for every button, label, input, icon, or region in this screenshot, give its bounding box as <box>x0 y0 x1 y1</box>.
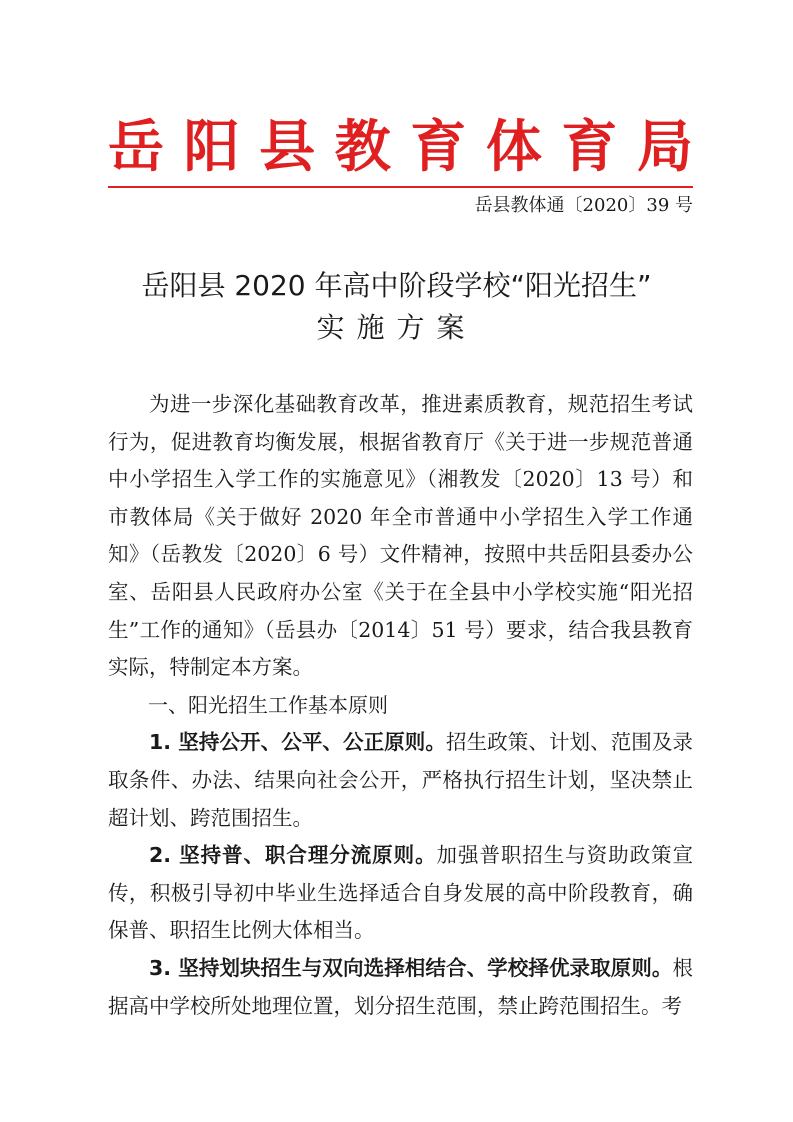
org-char: 县 <box>259 114 316 180</box>
principle-paragraph <box>108 950 693 1025</box>
principle-lead: 2. 坚持普、职合理分流原则。 <box>149 843 437 868</box>
header-divider <box>108 186 693 188</box>
document-number: 岳县教体通〔2020〕39 号 <box>474 195 693 216</box>
principle-text: 加强普职招生与资助政策宣传，积极引导初中毕业生选择适合自身发展的高中阶段教育，确保普、职招生比例大体相当。 <box>108 843 693 943</box>
principle-lead: 3. 坚持划块招生与双向选择相结合、学校择优录取原则。 <box>149 955 673 980</box>
principle-lead: 1. 坚持公开、公平、公正原则。 <box>149 730 446 755</box>
principle-paragraph <box>108 837 693 950</box>
document-body <box>108 386 693 1025</box>
org-char: 阳 <box>183 114 240 180</box>
document-title-line-1: 岳阳县 2020 年高中阶段学校“阳光招生” <box>141 269 652 302</box>
org-char: 育 <box>561 114 618 180</box>
org-char: 局 <box>636 114 693 180</box>
document-title-line-2: 实施方案 <box>316 311 477 344</box>
principle-text: 招生政策、计划、范围及录取条件、办法、结果向社会公开，严格执行招生计划，坚决禁止超计划、跨范围招生。 <box>108 730 693 830</box>
org-char: 岳 <box>108 114 164 180</box>
org-char: 教 <box>334 114 391 180</box>
principle-text: 根据高中学校所处地理位置，划分招生范围，禁止跨范围招生。考 <box>108 955 693 1018</box>
section-heading: 一、阳光招生工作基本原则 <box>148 692 388 717</box>
intro-paragraph: 为进一步深化基础教育改革，推进素质教育，规范招生考试行为，促进教育均衡发展，根据省教育厅《关于进一步规范普通中小学招生入学工作的实施意见》（湘教发〔2020〕13 号）和市教体局《关于做好 2020 年全市普通中小学招生入学工作通知》（岳教发〔2020〕6 号）文件精神，按照中共岳阳县委办公室、岳阳县人民政府办公室《关于在全县中小学校实施“阳光招生”工作的通知》（岳县办〔2014〕51 号）要求，结合我县教育实际，特制定本方案。 <box>108 392 693 680</box>
principle-paragraph <box>108 724 693 837</box>
org-char: 育 <box>410 114 467 180</box>
org-char: 体 <box>485 114 542 180</box>
issuing-org-header <box>108 112 693 182</box>
